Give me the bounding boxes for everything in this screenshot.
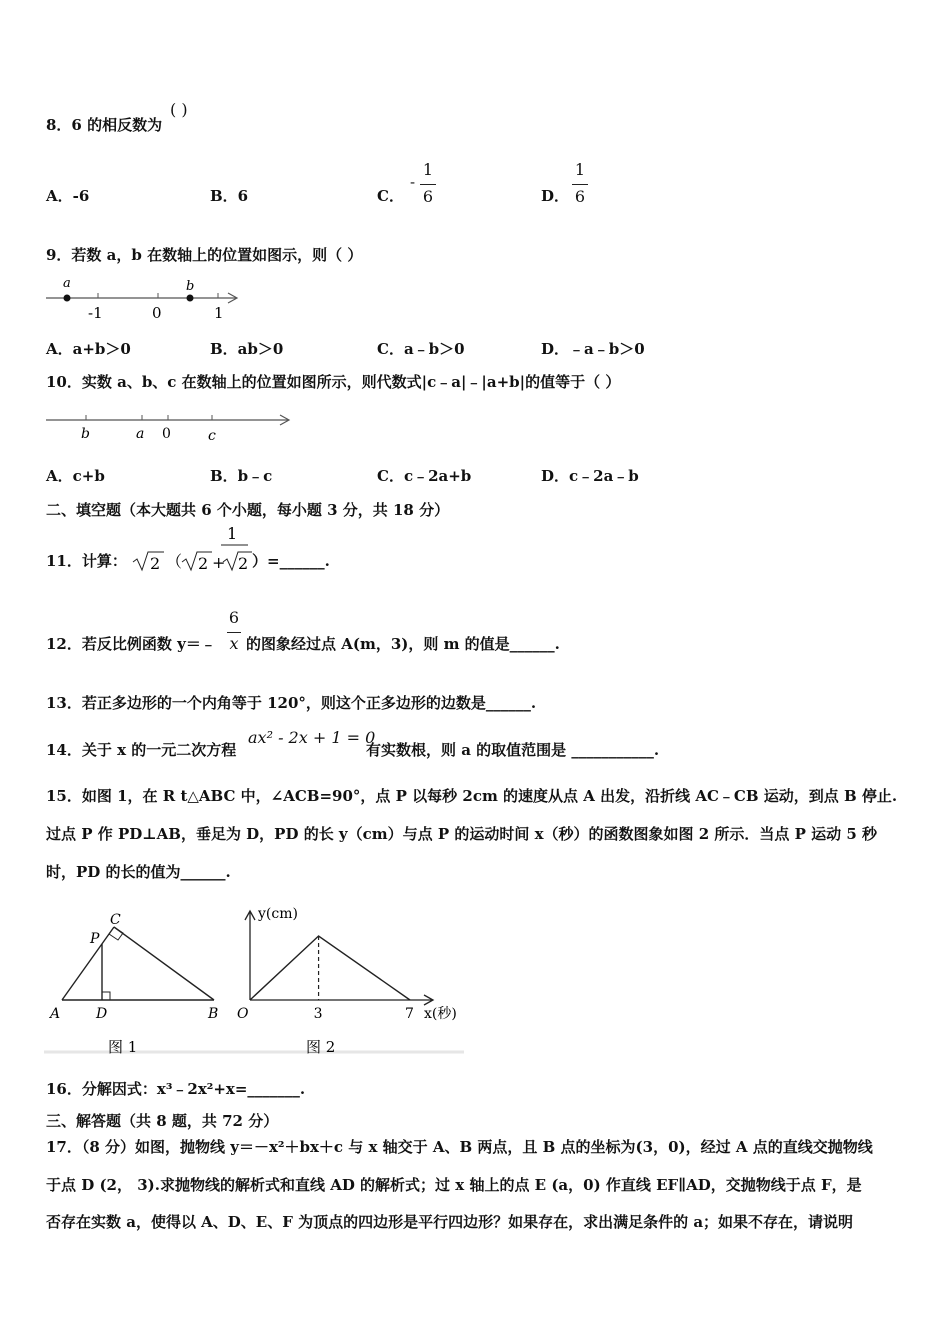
q16-text: 16．分解因式：x³﹣2x²+x=_______. bbox=[46, 1080, 306, 1098]
tick-label-7: 7 bbox=[405, 1006, 414, 1022]
q9-option-d: D．﹣a﹣b＞0 bbox=[541, 340, 645, 358]
fraction-bar bbox=[420, 184, 436, 185]
left-paren: （ bbox=[166, 552, 183, 571]
sqrt-radicand: 2 bbox=[238, 554, 249, 573]
point-b-dot bbox=[187, 295, 194, 302]
q8-option-c: C． bbox=[377, 187, 404, 205]
q9-stem: 9．若数 a，b 在数轴上的位置如图示，则（ ） bbox=[46, 246, 363, 264]
q8-stem-text: 8．6 的相反数为 bbox=[46, 116, 163, 134]
label-B: B bbox=[208, 1006, 219, 1022]
q11-prefix: 11．计算： bbox=[46, 552, 127, 570]
q8-option-c-fraction bbox=[420, 160, 436, 208]
fraction-numerator: 6 bbox=[228, 608, 240, 627]
label-D: D bbox=[96, 1006, 108, 1022]
q9-option-a: A．a+b＞0 bbox=[46, 340, 131, 358]
fraction-bar bbox=[227, 632, 241, 633]
fraction-denominator: x bbox=[229, 634, 239, 653]
fraction-numerator: 1 bbox=[574, 160, 586, 179]
q17-line-3: 否存在实数 a，使得以 A、D、E、F 为顶点的四边形是平行四边形？如果存在，求出满足条件的 a；如果不存在，请说明 bbox=[46, 1213, 854, 1231]
q14-equation: ax² - 2x + 1 = 0 bbox=[248, 728, 376, 747]
q10-option-b: B．b﹣c bbox=[210, 467, 273, 485]
q8-option-d: D． bbox=[541, 187, 570, 205]
q8-stem bbox=[46, 115, 162, 135]
q14-suffix: 有实数根，则 a 的取值范围是 ___________. bbox=[366, 741, 660, 759]
fraction-denominator: 6 bbox=[422, 187, 434, 206]
label-C: C bbox=[110, 912, 121, 928]
q10-number-line bbox=[40, 404, 300, 446]
q10-option-d: D．c﹣2a﹣b bbox=[541, 467, 639, 485]
q9-option-c: C．a﹣b＞0 bbox=[377, 340, 465, 358]
label-a: a bbox=[63, 276, 71, 291]
x-axis-label: x(秒) bbox=[424, 1006, 457, 1022]
point-a-dot bbox=[64, 295, 71, 302]
sqrt-radicand: 2 bbox=[198, 554, 209, 573]
q15-line-3: 时，PD 的长的值为______. bbox=[46, 863, 231, 881]
q17-line-1: 17．（8 分）如图，抛物线 y＝－x²＋bx＋c 与 x 轴交于 A、B 两点，且 B 点的坐标为(3，0)，经过 A 点的直线交抛物线 bbox=[46, 1138, 873, 1156]
q12-prefix: 12．若反比例函数 y＝﹣ bbox=[46, 635, 216, 653]
q12-fraction bbox=[227, 608, 241, 658]
tick-0: 0 bbox=[152, 304, 162, 322]
q8-option-d-fraction bbox=[572, 160, 588, 208]
q17-line-2: 于点 D (2， 3).求抛物线的解析式和直线 AD 的解析式；过 x 轴上的点 E (a，0) 作直线 EF∥AD，交抛物线于点 F，是 bbox=[46, 1176, 862, 1194]
tick-1: 1 bbox=[214, 304, 224, 322]
origin-label: O bbox=[237, 1006, 249, 1022]
q8-option-a: A．-6 bbox=[46, 187, 90, 205]
tick-label-3: 3 bbox=[313, 1006, 323, 1022]
q15-line-2: 过点 P 作 PD⊥AB，垂足为 D，PD 的长 y（cm）与点 P 的运动时间 x（秒）的函数图象如图 2 所示．当点 P 运动 5 秒 bbox=[46, 825, 878, 843]
plus-sign: + bbox=[212, 553, 226, 572]
q10-option-c: C．c﹣2a+b bbox=[377, 467, 472, 485]
q10-stem: 10．实数 a、b、c 在数轴上的位置如图所示，则代数式|c﹣a|﹣|a+b|的值等于（ ） bbox=[46, 373, 621, 391]
q8-option-b: B．6 bbox=[210, 187, 249, 205]
fig1-caption: 图 1 bbox=[108, 1038, 138, 1056]
y-axis-label: y(cm) bbox=[258, 906, 298, 922]
q10-option-a: A．c+b bbox=[46, 467, 105, 485]
q12-suffix: 的图象经过点 A(m，3)，则 m 的值是______. bbox=[246, 635, 560, 653]
label-b: b bbox=[186, 279, 195, 294]
label-P: P bbox=[90, 931, 100, 947]
label-c: c bbox=[208, 428, 216, 444]
fraction-numerator: 1 bbox=[422, 160, 434, 179]
fraction-denominator: 6 bbox=[574, 187, 586, 206]
q13-text: 13．若正多边形的一个内角等于 120°，则这个正多边形的边数是______. bbox=[46, 694, 537, 712]
q11-suffix: ）=______. bbox=[252, 552, 330, 570]
label-A: A bbox=[50, 1006, 61, 1022]
label-b: b bbox=[81, 426, 90, 442]
fig2-caption: 图 2 bbox=[306, 1038, 336, 1056]
section-2-heading: 二、填空题（本大题共 6 个小题，每小题 3 分，共 18 分） bbox=[46, 501, 450, 519]
q15-figures bbox=[44, 900, 464, 1058]
sqrt-radicand: 2 bbox=[150, 554, 161, 573]
q14-prefix: 14．关于 x 的一元二次方程 bbox=[46, 741, 237, 759]
q8-answer-paren: ( ) bbox=[170, 100, 188, 119]
section-3-heading: 三、解答题（共 8 题，共 72 分） bbox=[46, 1112, 279, 1130]
fraction-numerator: 1 bbox=[227, 524, 238, 543]
q15-line-1: 15．如图 1，在 R t△ABC 中，∠ACB=90°，点 P 以每秒 2cm 的速度从点 A 出发，沿折线 AC﹣CB 运动，到点 B 停止. bbox=[46, 787, 898, 805]
label-a: a bbox=[136, 426, 145, 442]
q9-option-b: B．ab＞0 bbox=[210, 340, 284, 358]
fraction-bar bbox=[572, 184, 588, 185]
q9-number-line bbox=[40, 274, 250, 324]
tick-minus-1: -1 bbox=[88, 304, 103, 322]
tick-0: 0 bbox=[162, 426, 171, 442]
q8-option-c-sign: - bbox=[410, 173, 416, 191]
